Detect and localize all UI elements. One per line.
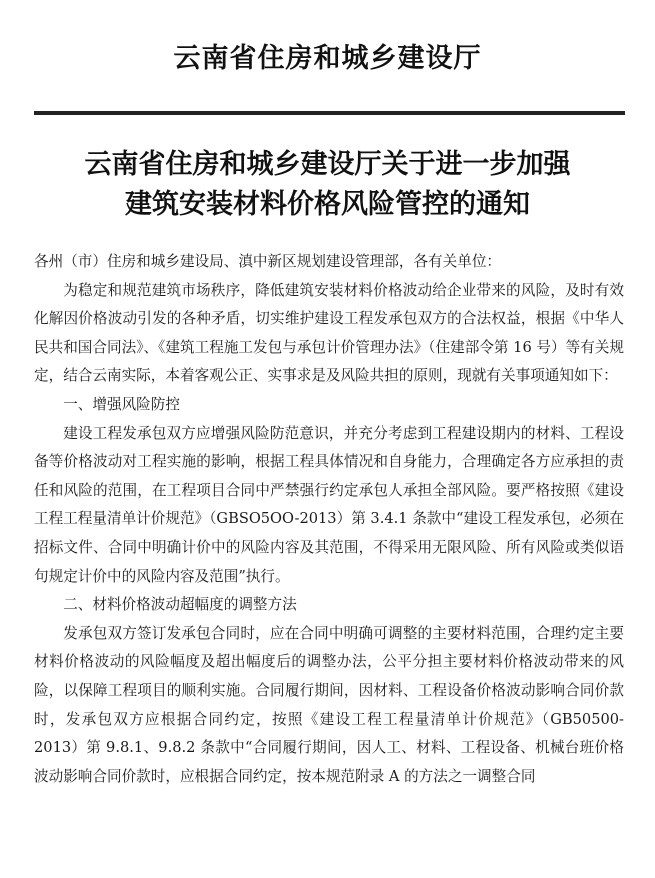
section-1-heading: 一、增强风险防控 — [63, 395, 180, 413]
section-2-paragraph: 发承包双方签订发承包合同时，应在合同中明确可调整的主要材料范围，合理约定主要材料价格波动的风险幅度及超出幅度后的调整办法，公平分担主要材料价格波动带来的风险，以保障工程项目的顺利实施。合同履行期间，因材料、工程设备价格波动影响合同价款时，发承包双方应根据合同约定，按照《建设工程工程量清单计价规范》（GB50500-2013）第 9.8.1、9.8.2 条款中“合同履行期间，因人工、材料、工程设备、机械台班价格波动影响合同价款时，应根据合同约定，按本规范附录 A 的方法之一调整合同 — [34, 624, 624, 785]
intro-paragraph: 为稳定和规范建筑市场秩序，降低建筑安装材料价格波动给企业带来的风险，及时有效化解因价格波动引发的各种矛盾，切实维护建设工程发承包双方的合法权益，根据《中华人民共和国合同法》、《建筑工程施工发包与承包计价管理办法》（住建部令第 16 号）等有关规定，结合云南实际，本着客观公正、实事求是及风险共担的原则，现就有关事项通知如下： — [34, 281, 624, 385]
section-2-heading: 二、材料价格波动超幅度的调整方法 — [63, 596, 297, 614]
issuing-organization: 云南省住房和城乡建设厅 — [173, 43, 482, 74]
document-title-line-1: 云南省住房和城乡建设厅关于进一步加强 — [84, 149, 571, 180]
section-1-paragraph: 建设工程发承包双方应增强风险防范意识，并充分考虑到工程建设期内的材料、工程设备等价格波动对工程实施的影响，根据工程具体情况和自身能力，合理确定各方应承担的责任和风险的范围，在工程项目合同中严禁强行约定承包人承担全部风险。要严格按照《建设工程工程量清单计价规范》（GBSO5OO-2013）第 3.4.1 条款中“建设工程发承包，必须在招标文件、合同中明确计价中的风险内容及其范围，不得采用无限风险、所有风险或类似语句规定计价中的风险内容及范围”执行。 — [34, 424, 624, 585]
document-body — [34, 248, 624, 791]
header-divider — [34, 111, 625, 115]
addressee: 各州（市）住房和城乡建设局、滇中新区规划建设管理部，各有关单位： — [34, 253, 502, 270]
document-title — [0, 145, 655, 225]
document-title-line-2: 建筑安装材料价格风险管控的通知 — [125, 189, 530, 220]
